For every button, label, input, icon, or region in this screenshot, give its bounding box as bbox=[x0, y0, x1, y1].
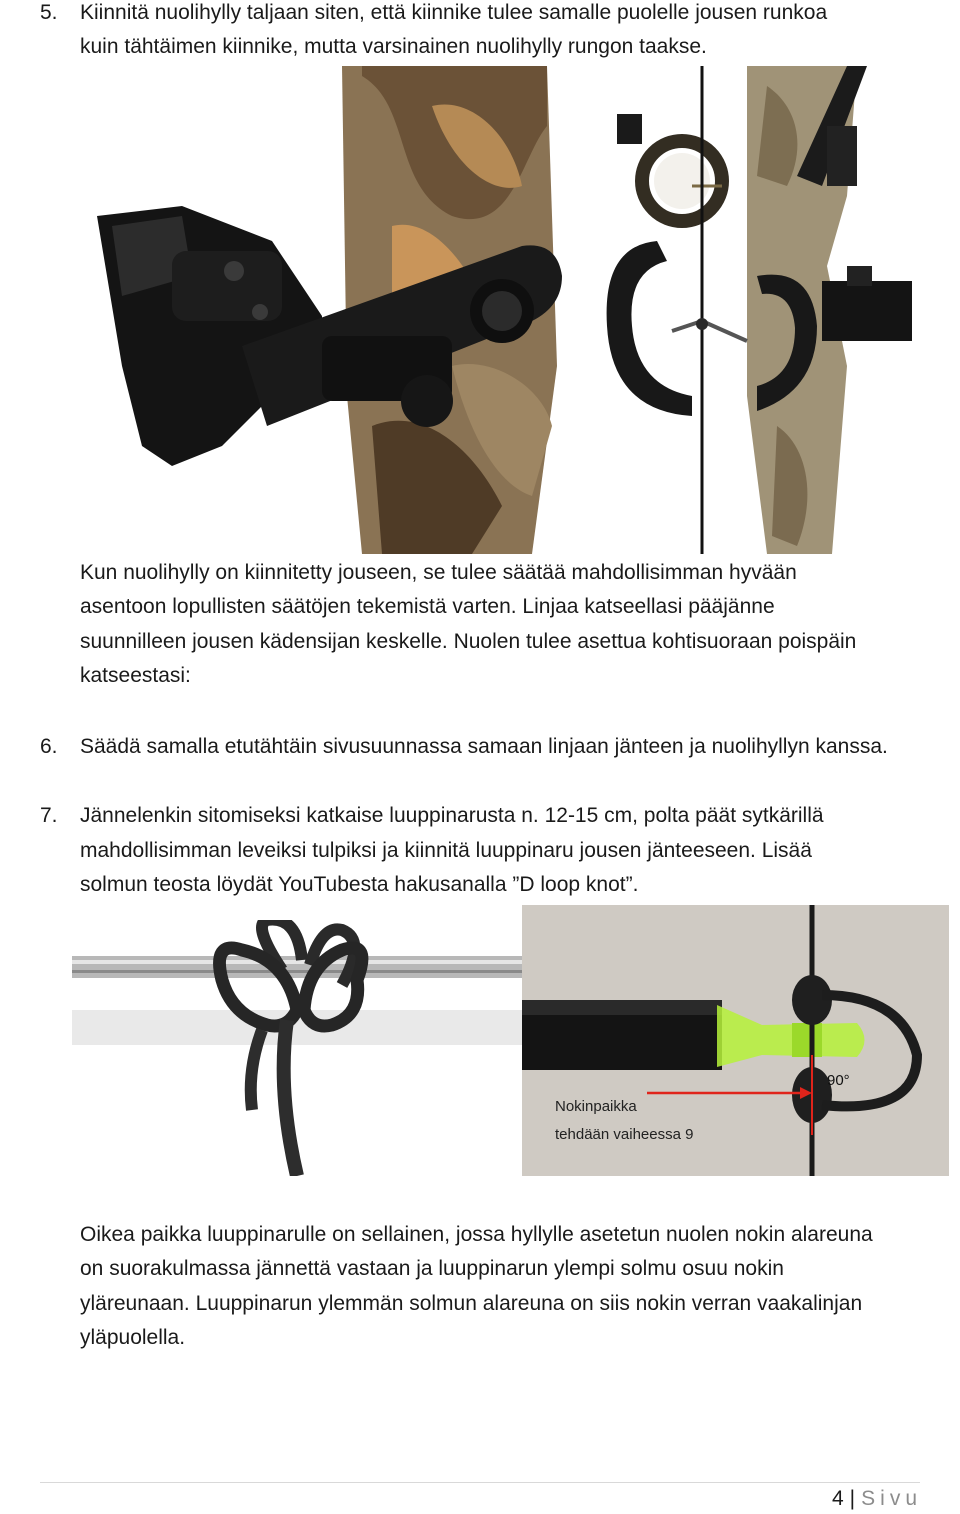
step-number: 5. bbox=[40, 1, 58, 24]
angle-label: 90° bbox=[827, 1072, 850, 1089]
nock-label-line-1: Nokinpaikka bbox=[555, 1098, 637, 1115]
step-7-line-3: solmun teosta löydät YouTubesta hakusanalla ”D loop knot”. bbox=[80, 873, 639, 896]
step-6-line-1: Säädä samalla etutähtäin sivusuunnassa samaan linjaan jänteen ja nuolihyllyn kanssa. bbox=[80, 735, 888, 758]
step-5-line-1: Kiinnitä nuolihylly taljaan siten, että kiinnike tulee samalle puolelle jousen runkoa bbox=[80, 1, 828, 24]
page-number: 4 bbox=[831, 1487, 844, 1510]
step-number: 6. bbox=[40, 735, 58, 758]
paragraph-line-2: asentoon lopullisten säätöjen tekemistä varten. Linjaa katseellasi pääjänne bbox=[80, 595, 775, 618]
footer-separator: | bbox=[849, 1487, 856, 1510]
paragraph-line-4: katseestasi: bbox=[80, 664, 191, 687]
page-word: Sivu bbox=[861, 1487, 922, 1510]
nock-position-photo bbox=[522, 905, 949, 1176]
step-7-line-1: Jännelenkin sitomiseksi katkaise luuppinarusta n. 12-15 cm, polta päät sytkärillä bbox=[80, 804, 824, 827]
rest-and-sight-front-photo bbox=[597, 66, 919, 554]
final-paragraph-line-4: yläpuolella. bbox=[80, 1326, 186, 1349]
step-7-line-2: mahdollisimman leveiksi tulpiksi ja kiinnitä luuppinaru jousen jänteeseen. Lisää bbox=[80, 839, 812, 862]
arrow-rest-mount-photo bbox=[92, 66, 562, 554]
step-5-line-2: kuin tähtäimen kiinnike, mutta varsinainen nuolihylly rungon taakse. bbox=[80, 35, 707, 58]
paragraph-line-3: suunnilleen jousen kädensijan keskelle. Nuolen tulee asettua kohtisuoraan poispäin bbox=[80, 630, 857, 653]
page-footer bbox=[832, 1484, 922, 1514]
step-number: 7. bbox=[40, 804, 58, 827]
nock-label-line-2: tehdään vaiheessa 9 bbox=[555, 1126, 694, 1143]
paragraph-line-1: Kun nuolihylly on kiinnitetty jouseen, se tulee säätää mahdollisimman hyvään bbox=[80, 561, 797, 584]
d-loop-knot-photo bbox=[72, 920, 524, 1176]
final-paragraph-line-2: on suorakulmassa jännettä vastaan ja luuppinarun ylempi solmu osuu nokin bbox=[80, 1257, 784, 1280]
final-paragraph-line-1: Oikea paikka luuppinarulle on sellainen, jossa hyllylle asetetun nuolen nokin alareuna bbox=[80, 1223, 873, 1246]
final-paragraph-line-3: yläreunaan. Luuppinarun ylemmän solmun alareuna on siis nokin verran vaakalinjan bbox=[80, 1292, 863, 1315]
footer-divider bbox=[40, 1482, 920, 1483]
